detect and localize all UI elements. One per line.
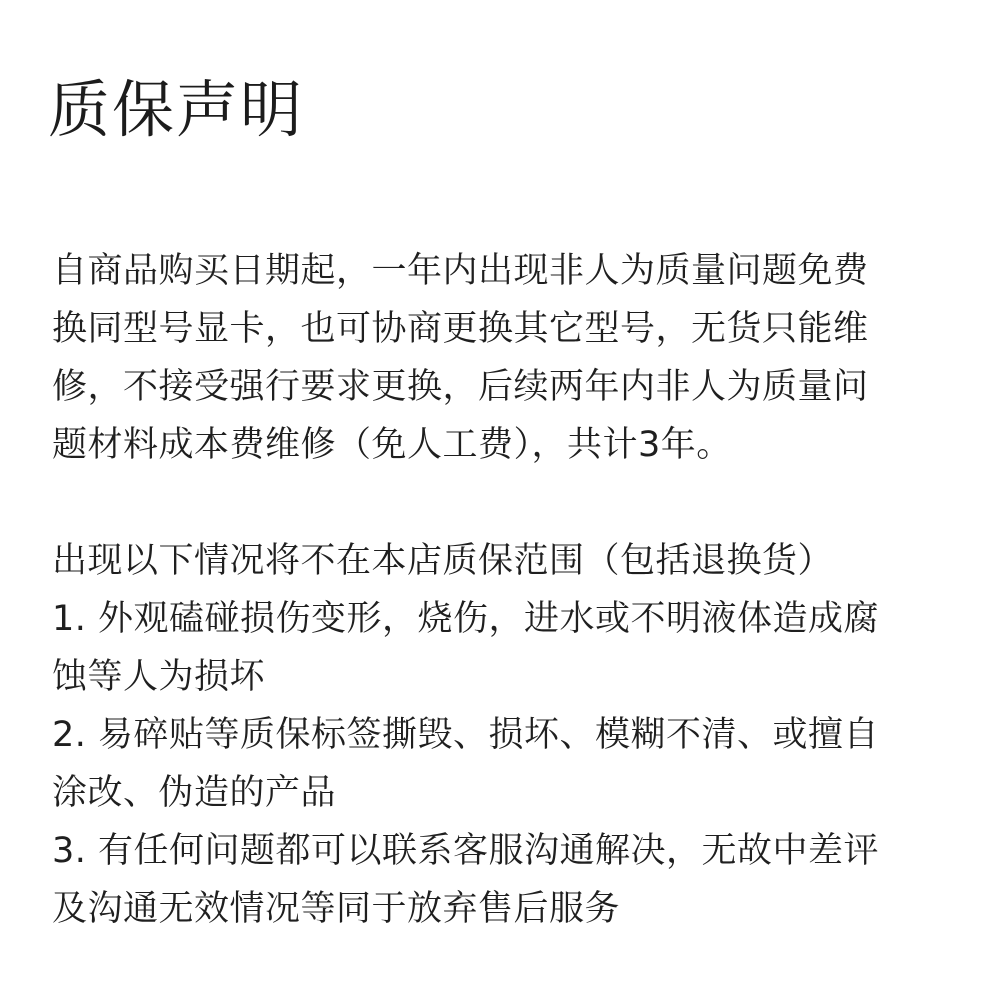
- paragraph-line: 自商品购买日期起，一年内出现非人为质量问题免费: [52, 251, 869, 291]
- exclusion-item: [52, 590, 952, 706]
- exclusion-item-line: 及沟通无效情况等同于放弃售后服务: [52, 889, 621, 929]
- warranty-paragraph: [52, 242, 952, 474]
- page-title: 质保声明: [48, 73, 305, 146]
- warranty-body: [52, 242, 952, 938]
- exclusion-item-line: 3. 有任何问题都可以联系客服沟通解决，无故中差评: [52, 831, 880, 871]
- exclusions-section: [52, 532, 952, 938]
- paragraph-line: 题材料成本费维修（免人工费），共计3年。: [52, 425, 732, 465]
- exclusions-heading: 出现以下情况将不在本店质保范围（包括退换货）: [52, 541, 834, 581]
- exclusion-item: [52, 822, 952, 938]
- exclusion-item-line: 2. 易碎贴等质保标签撕毁、损坏、模糊不清、或擅自: [52, 715, 880, 755]
- exclusion-item-line: 蚀等人为损坏: [52, 657, 266, 697]
- exclusion-item-line: 1. 外观磕碰损伤变形，烧伤，进水或不明液体造成腐: [52, 599, 880, 639]
- paragraph-spacer: [52, 474, 952, 532]
- exclusion-item-line: 涂改、伪造的产品: [52, 773, 337, 813]
- paragraph-line: 换同型号显卡，也可协商更换其它型号，无货只能维: [52, 309, 869, 349]
- exclusion-item: [52, 706, 952, 822]
- paragraph-line: 修，不接受强行要求更换，后续两年内非人为质量问: [52, 367, 869, 407]
